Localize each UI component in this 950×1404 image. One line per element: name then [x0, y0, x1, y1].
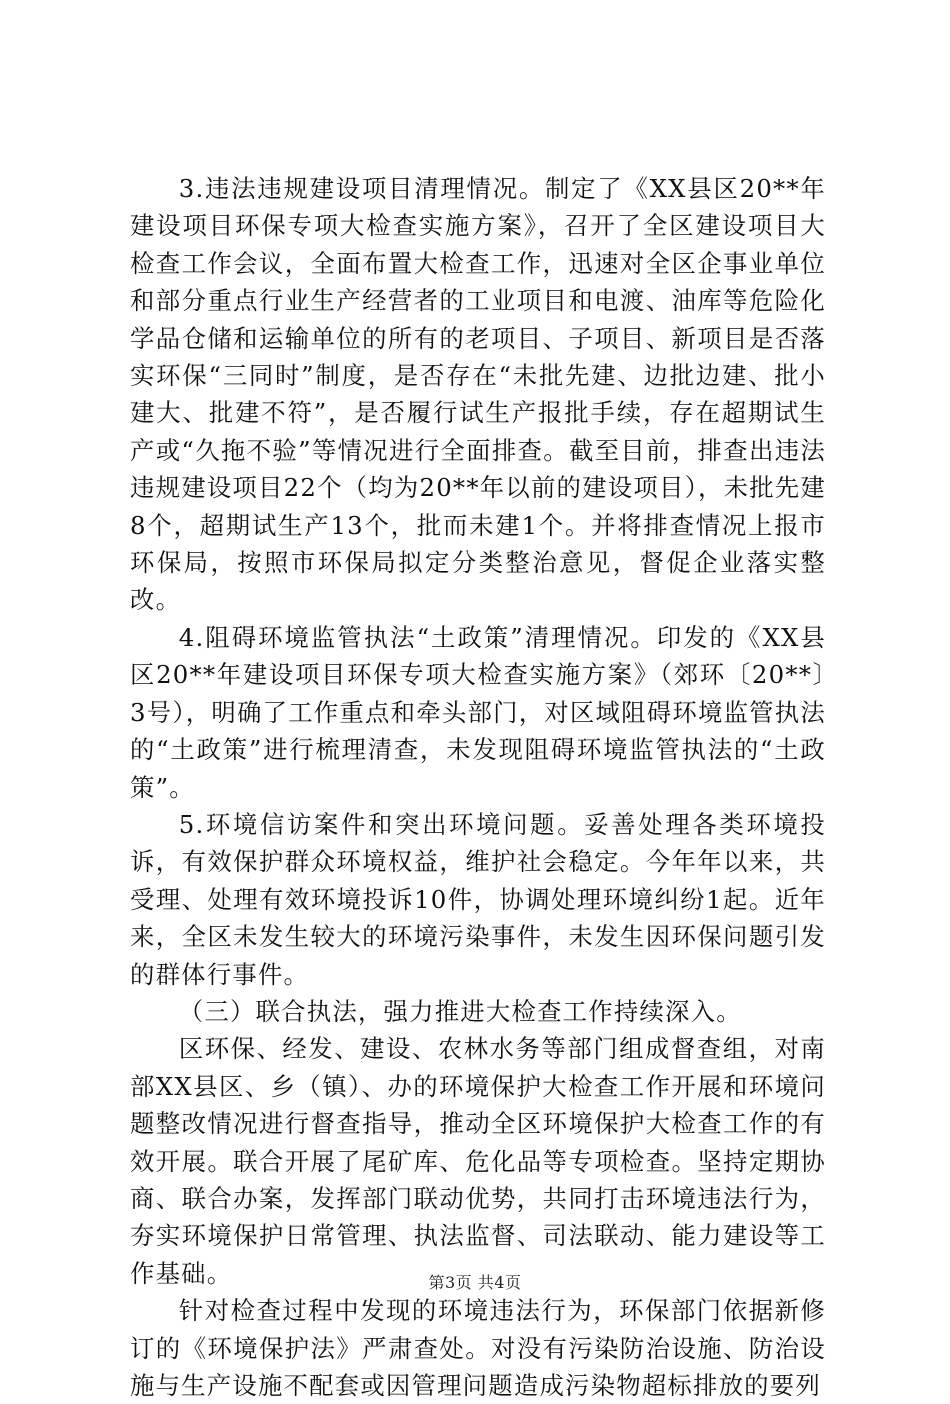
paragraph-local-policy-cleanup: 4.阻碍环境监管执法“土政策”清理情况。印发的《XX县区20**年建设项目环保专项大检查实施方案》（郊环〔20**〕3号），明确了工作重点和牵头部门，对区域阻碍环境监管执法的“土政策”进行梳理清查，未发现阻碍环境监管执法的“土政策”。: [130, 622, 826, 802]
section-heading-joint-enforcement: （三）联合执法，强力推进大检查工作持续深入。: [178, 996, 742, 1026]
document-body: [130, 170, 826, 1404]
paragraph-inspection-team: 区环保、经发、建设、农林水务等部门组成督查组，对南部XX县区、乡（镇）、办的环境保护大检查工作开展和环境问题整改情况进行督查指导，推动全区环境保护大检查工作的有效开展。联合开展了尾矿库、危化品等专项检查。坚持定期协商、联合办案，发挥部门联动优势，共同打击环境违法行为，夯实环境保护日常管理、执法监督、司法联动、能力建设等工作基础。: [130, 1034, 826, 1288]
paragraph-law-enforcement: 针对检查过程中发现的环境违法行为，环保部门依据新修订的《环境保护法》严肃查处。对没有污染防治设施、防治设施与生产设施不配套或因管理问题造成污染物超标排放的要列: [130, 1296, 826, 1400]
page-number-footer: 第3页 共4页: [428, 1273, 522, 1292]
paragraph-illegal-construction-projects: 3.违法违规建设项目清理情况。制定了《XX县区20**年建设项目环保专项大检查实施方案》，召开了全区建设项目大检查工作会议，全面布置大检查工作，迅速对全区企事业单位和部分重点行业生产经营者的工业项目和电渡、油库等危险化学品仓储和运输单位的所有的老项目、子项目、新项目是否落实环保“三同时”制度，是否存在“未批先建、边批边建、批小建大、批建不符”，是否履行试生产报批手续，存在超期试生产或“久拖不验”等情况进行全面排查。截至目前，排查出违法违规建设项目22个（均为20**年以前的建设项目），未批先建8个，超期试生产13个，批而未建1个。并将排查情况上报市环保局，按照市环保局拟定分类整治意见，督促企业落实整改。: [130, 174, 826, 615]
paragraph-environmental-petitions: 5.环境信访案件和突出环境问题。妥善处理各类环境投诉，有效保护群众环境权益，维护社会稳定。今年年以来，共受理、处理有效环境投诉10件，协调处理环境纠纷1起。近年来，全区未发生较大的环境污染事件，未发生因环保问题引发的群体行事件。: [130, 809, 826, 989]
